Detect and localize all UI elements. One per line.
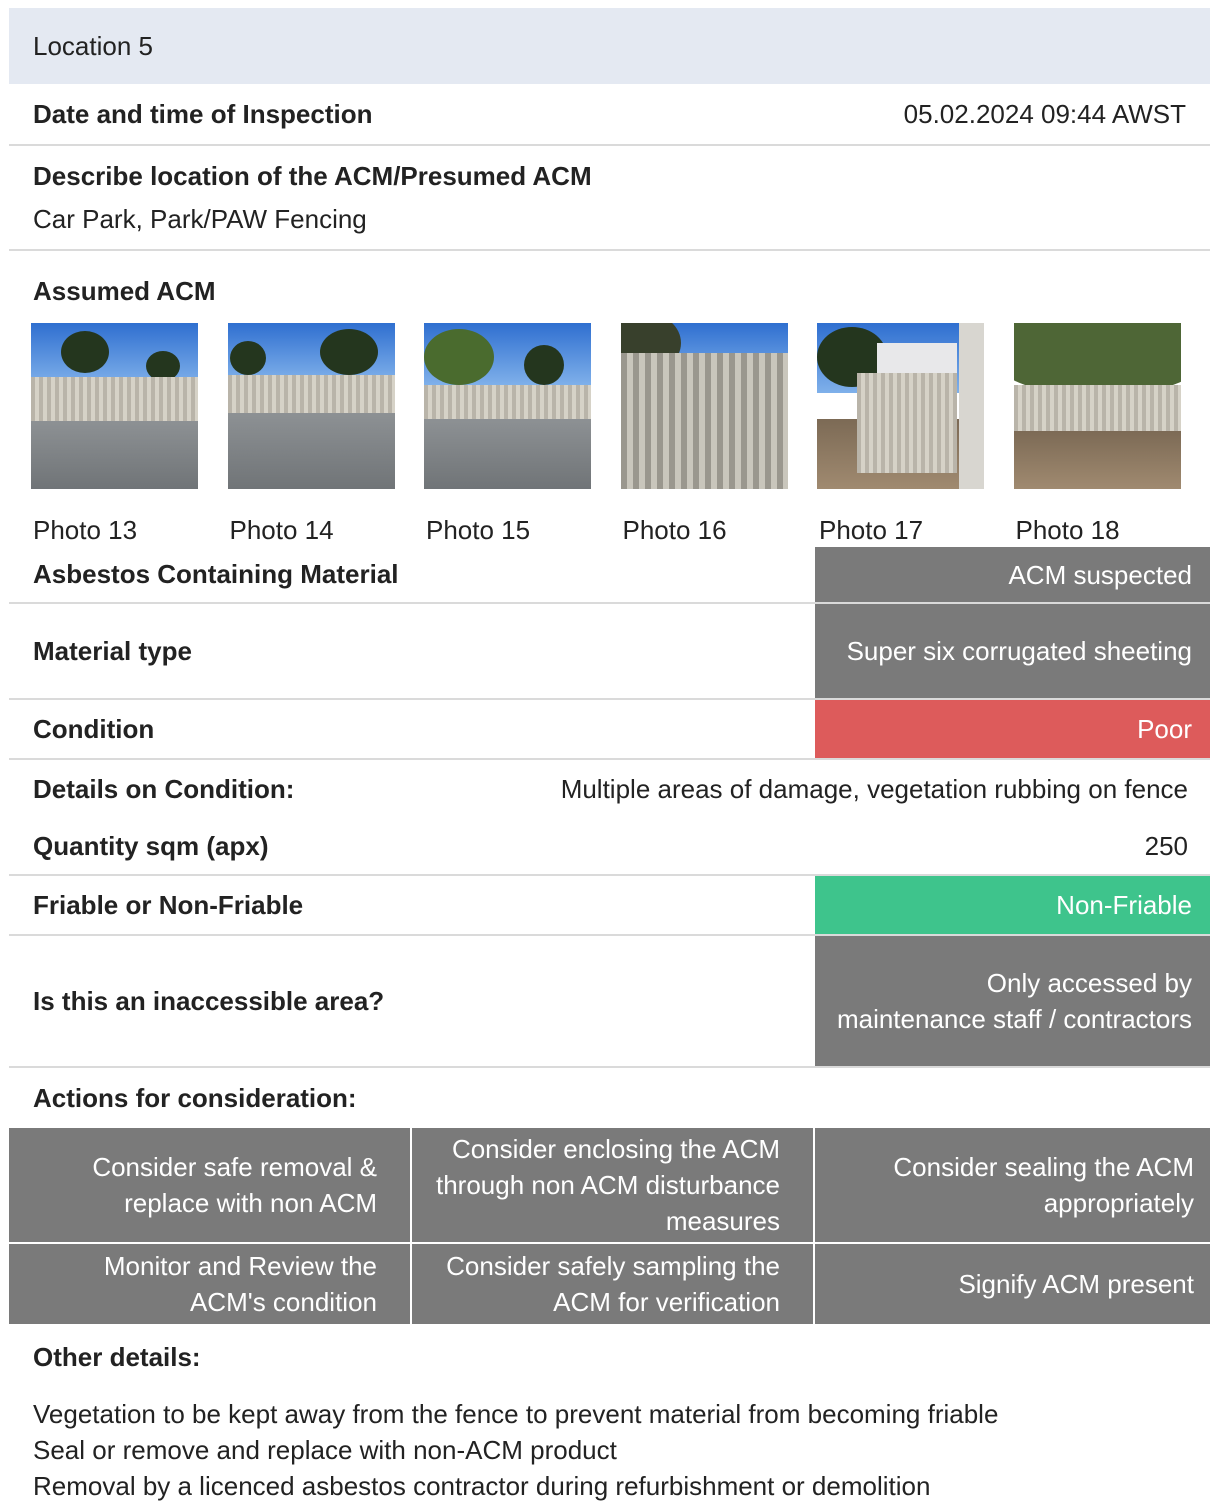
action-enclose: Consider enclosing the ACM through non ACM disturbance measures [412, 1128, 813, 1242]
other-detail-line: Vegetation to be kept away from the fence to prevent material from becoming friable [33, 1399, 999, 1429]
condition-details-value: Multiple areas of damage, vegetation rubbing on fence [560, 773, 1188, 804]
other-detail-line: Removal by a licenced asbestos contractor during refurbishment or demolition [33, 1471, 931, 1501]
inaccessible-value: Only accessed by maintenance staff / contractors [815, 936, 1210, 1066]
condition-details-row [9, 760, 1210, 818]
photo-item [228, 323, 425, 545]
acm-status-row [9, 547, 1210, 604]
location-description-value: Car Park, Park/PAW Fencing [33, 203, 367, 234]
other-detail-line: Seal or remove and replace with non-ACM product [33, 1435, 617, 1465]
action-safe-removal: Consider safe removal & replace with non ACM [9, 1128, 410, 1242]
other-details-list [9, 1396, 1210, 1504]
action-sample: Consider safely sampling the ACM for verification [412, 1244, 813, 1324]
action-seal: Consider sealing the ACM appropriately [815, 1128, 1210, 1242]
quantity-value: 250 [1144, 830, 1188, 861]
acm-status-value: ACM suspected [815, 547, 1210, 602]
inaccessible-row [9, 936, 1210, 1068]
photo-item [1014, 323, 1210, 545]
material-type-label: Material type [33, 635, 192, 666]
condition-details-label: Details on Condition: [33, 773, 295, 804]
photo-14-image[interactable] [228, 323, 395, 489]
quantity-label: Quantity sqm (apx) [33, 830, 269, 861]
friability-label: Friable or Non-Friable [33, 889, 304, 920]
quantity-row [9, 818, 1210, 876]
condition-label: Condition [33, 713, 155, 744]
location-header [9, 8, 1210, 84]
photo-gallery [9, 323, 1210, 545]
photo-caption: Photo 17 [819, 515, 924, 545]
other-details-heading: Other details: [33, 1342, 201, 1372]
photo-15-image[interactable] [424, 323, 591, 489]
acm-status-label: Asbestos Containing Material [33, 559, 399, 589]
photo-16-image[interactable] [621, 323, 788, 489]
actions-heading: Actions for consideration: [33, 1082, 357, 1113]
inaccessible-label: Is this an inaccessible area? [33, 985, 385, 1016]
inspection-date-row [9, 84, 1210, 146]
inspection-record [9, 8, 1210, 1504]
action-signify: Signify ACM present [815, 1244, 1210, 1324]
photo-item [31, 323, 228, 545]
condition-row [9, 700, 1210, 760]
location-title: Location 5 [33, 30, 153, 61]
inspection-date-value: 05.02.2024 09:44 AWST [903, 98, 1186, 129]
friability-row [9, 876, 1210, 936]
photo-18-image[interactable] [1014, 323, 1181, 489]
action-monitor: Monitor and Review the ACM's condition [9, 1244, 410, 1324]
assumed-acm-row [9, 251, 1210, 309]
photo-caption: Photo 14 [229, 515, 334, 545]
actions-grid [9, 1128, 1210, 1324]
material-type-value: Super six corrugated sheeting [815, 604, 1210, 698]
condition-badge: Poor [815, 700, 1210, 758]
location-description-row [9, 146, 1210, 251]
photo-13-image[interactable] [31, 323, 198, 489]
assumed-acm-label: Assumed ACM [33, 276, 216, 306]
location-description-label: Describe location of the ACM/Presumed ACM [33, 160, 592, 191]
material-type-row [9, 604, 1210, 700]
photo-caption: Photo 15 [426, 515, 531, 545]
photo-caption: Photo 16 [622, 515, 727, 545]
photo-item [817, 323, 1014, 545]
photo-caption: Photo 13 [33, 515, 138, 545]
photo-item [424, 323, 621, 545]
photo-caption: Photo 18 [1015, 515, 1120, 545]
photo-17-image[interactable] [817, 323, 984, 489]
photo-item [621, 323, 818, 545]
friability-badge: Non-Friable [815, 876, 1210, 934]
inspection-date-label: Date and time of Inspection [33, 98, 373, 129]
